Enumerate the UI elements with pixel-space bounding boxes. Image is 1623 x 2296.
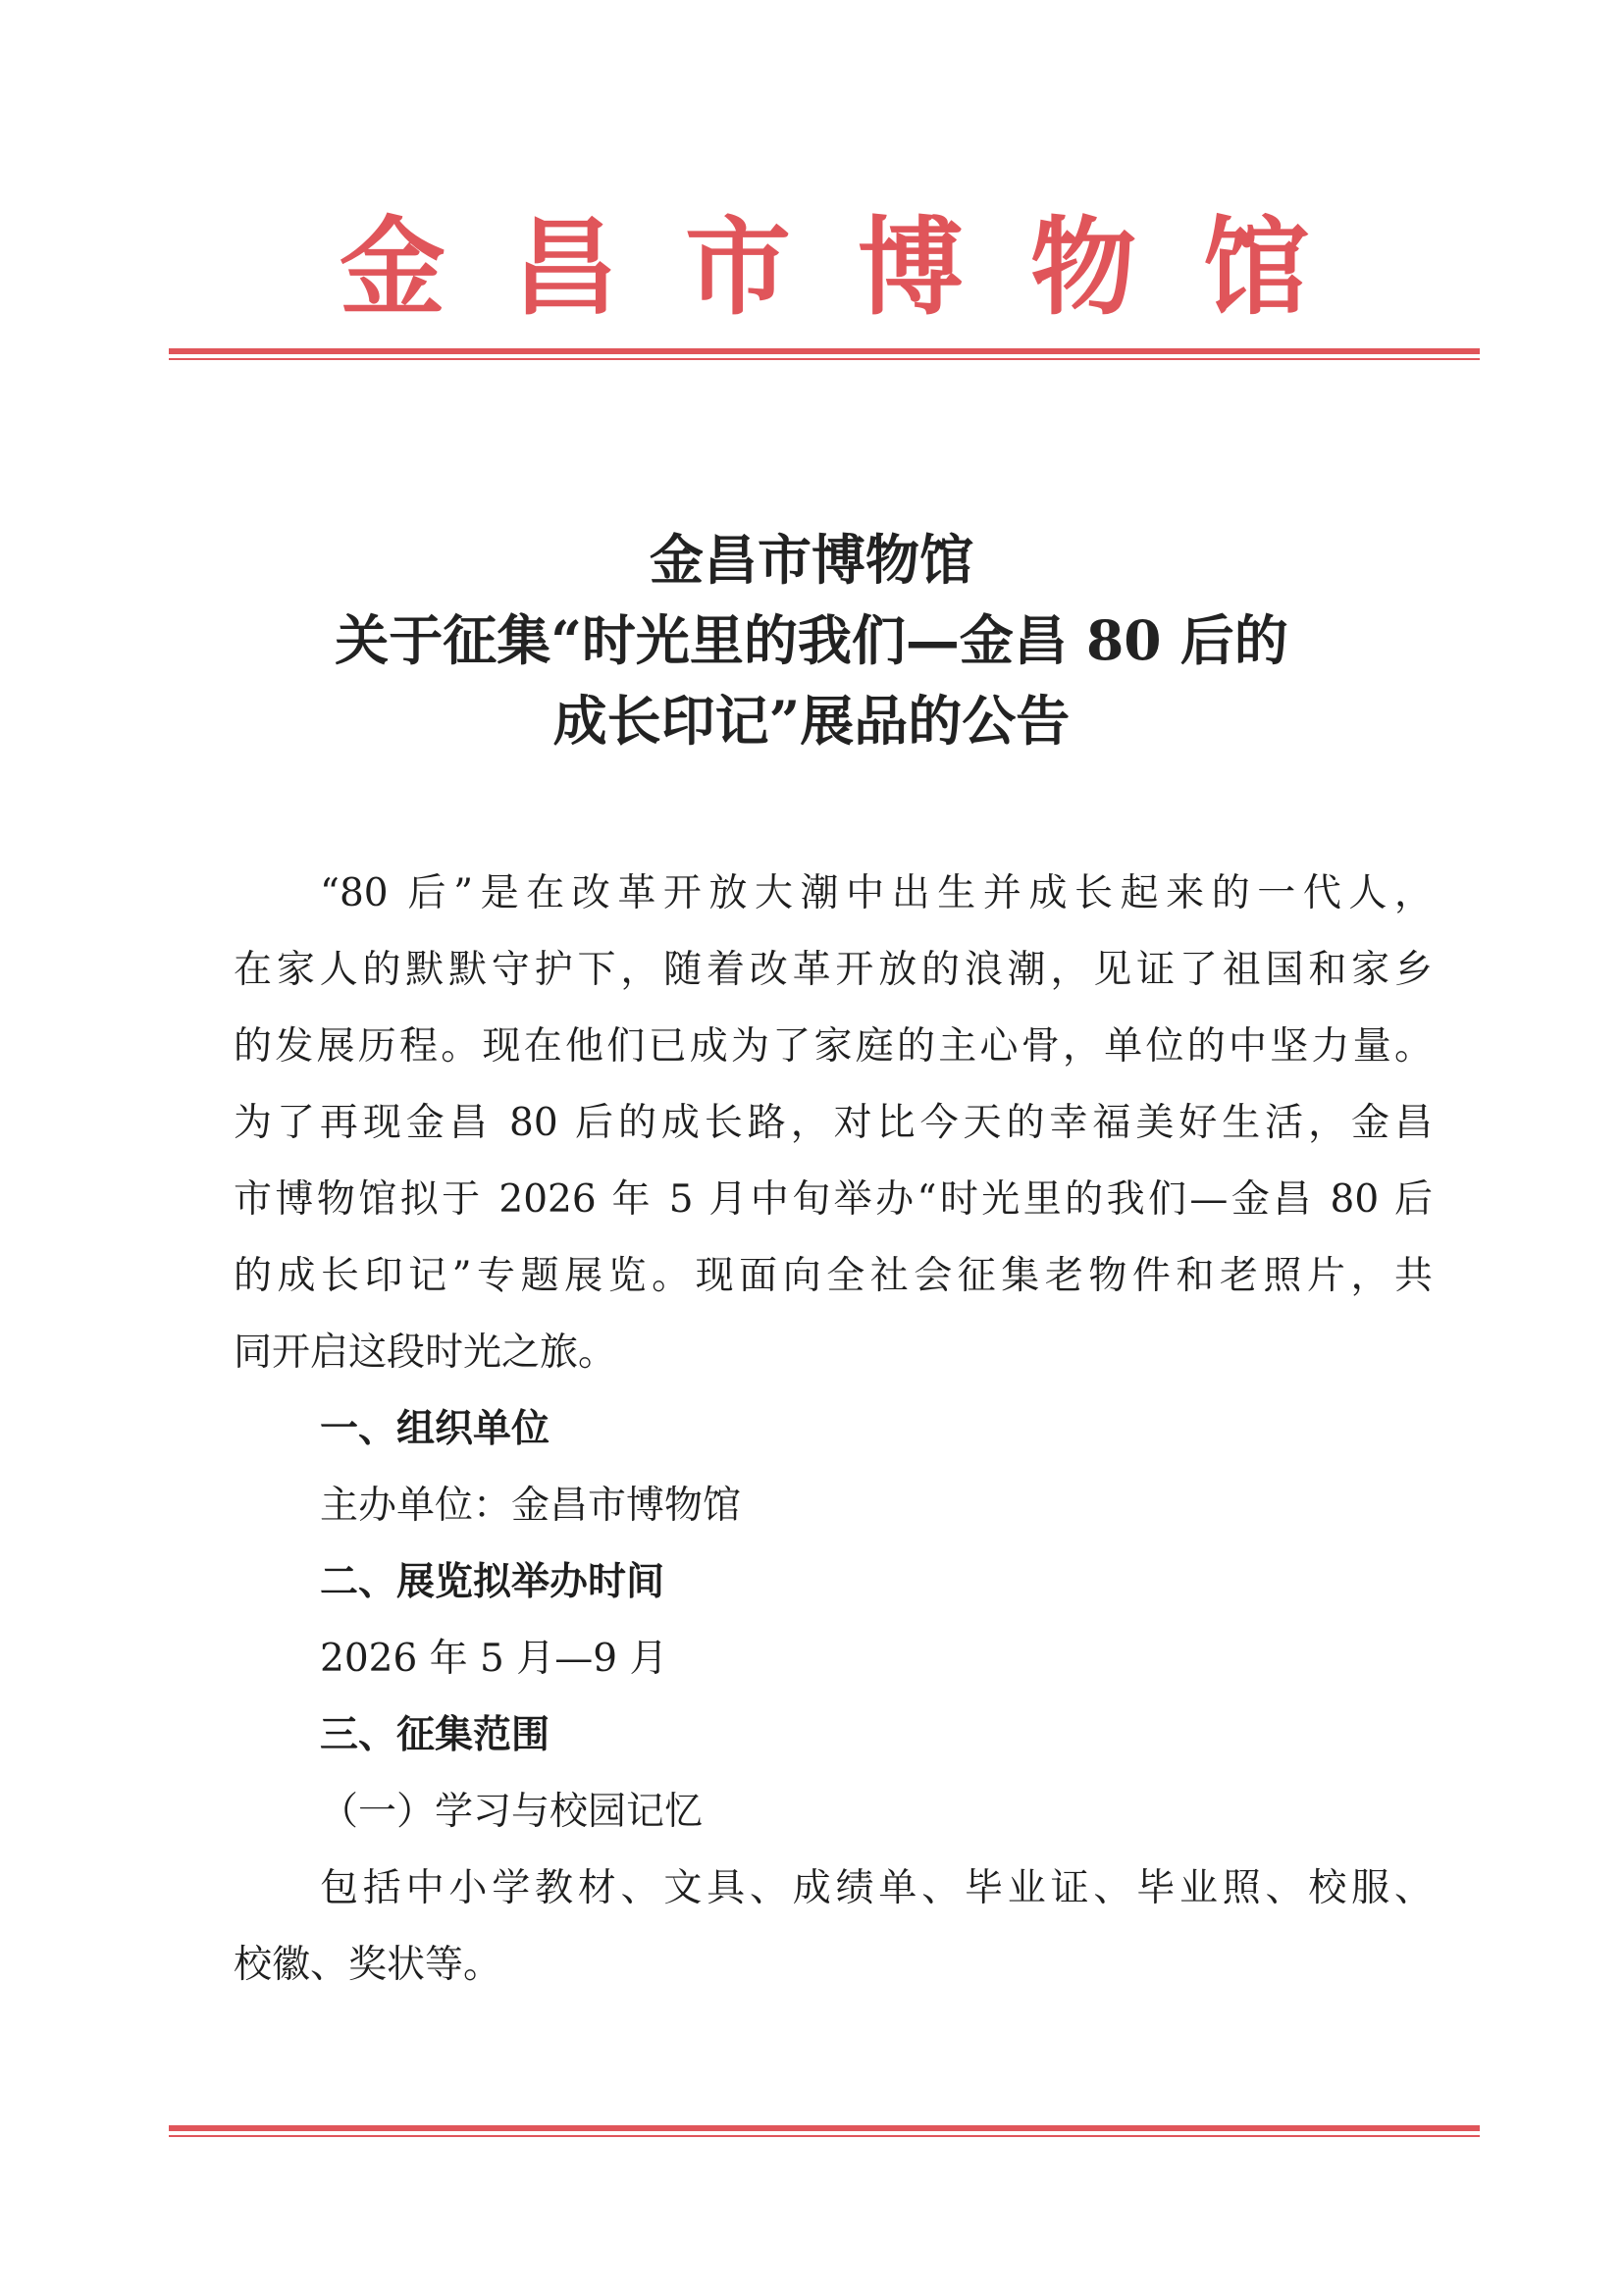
intro-line: 在家人的默默守护下，随着改革开放的浪潮，见证了祖国和家乡 <box>234 948 1433 992</box>
section-text-exhibition-time: 2026 年 5 月—9 月 <box>320 1637 668 1681</box>
title-line-1: 金昌市博物馆 <box>649 528 973 592</box>
title-line-3: 成长印记”展品的公告 <box>552 689 1071 753</box>
intro-line: “80 后”是在改革开放大潮中出生并成长起来的一代人， <box>320 871 1433 915</box>
section-heading-exhibition-time: 二、展览拟举办时间 <box>320 1560 665 1604</box>
subsection-line: 包括中小学教材、文具、成绩单、毕业证、毕业照、校服、 <box>320 1866 1433 1910</box>
document-body <box>234 856 1433 2004</box>
section-text-organizer: 主办单位：金昌市博物馆 <box>320 1484 742 1528</box>
section-heading-organizer: 一、组织单位 <box>320 1407 550 1451</box>
org-letterhead: 金昌市博物馆 <box>339 206 1376 330</box>
intro-line: 为了再现金昌 80 后的成长路，对比今天的幸福美好生活，金昌 <box>234 1101 1433 1145</box>
intro-line: 同开启这段时光之旅。 <box>234 1331 617 1375</box>
bottom-rule-thick-line <box>169 2125 1480 2131</box>
intro-line: 的发展历程。现在他们已成为了家庭的主心骨，单位的中坚力量。 <box>234 1024 1433 1069</box>
subsection-line: 校徽、奖状等。 <box>234 1943 502 1987</box>
top-rule-thin-line <box>169 358 1480 360</box>
intro-line: 的成长印记”专题展览。现面向全社会征集老物件和老照片，共 <box>234 1254 1433 1298</box>
subsection-heading-school-memories: （一）学习与校园记忆 <box>320 1790 704 1834</box>
section-heading-collection-scope: 三、征集范围 <box>320 1713 550 1757</box>
document-title <box>196 520 1427 761</box>
letterhead-top-rule <box>169 348 1480 362</box>
title-line-2: 关于征集“时光里的我们—金昌 80 后的 <box>335 608 1288 672</box>
bottom-rule-thin-line <box>169 2135 1480 2137</box>
intro-line: 市博物馆拟于 2026 年 5 月中旬举办“时光里的我们—金昌 80 后 <box>234 1177 1433 1222</box>
top-rule-thick-line <box>169 348 1480 354</box>
letterhead-bottom-rule <box>169 2125 1480 2139</box>
